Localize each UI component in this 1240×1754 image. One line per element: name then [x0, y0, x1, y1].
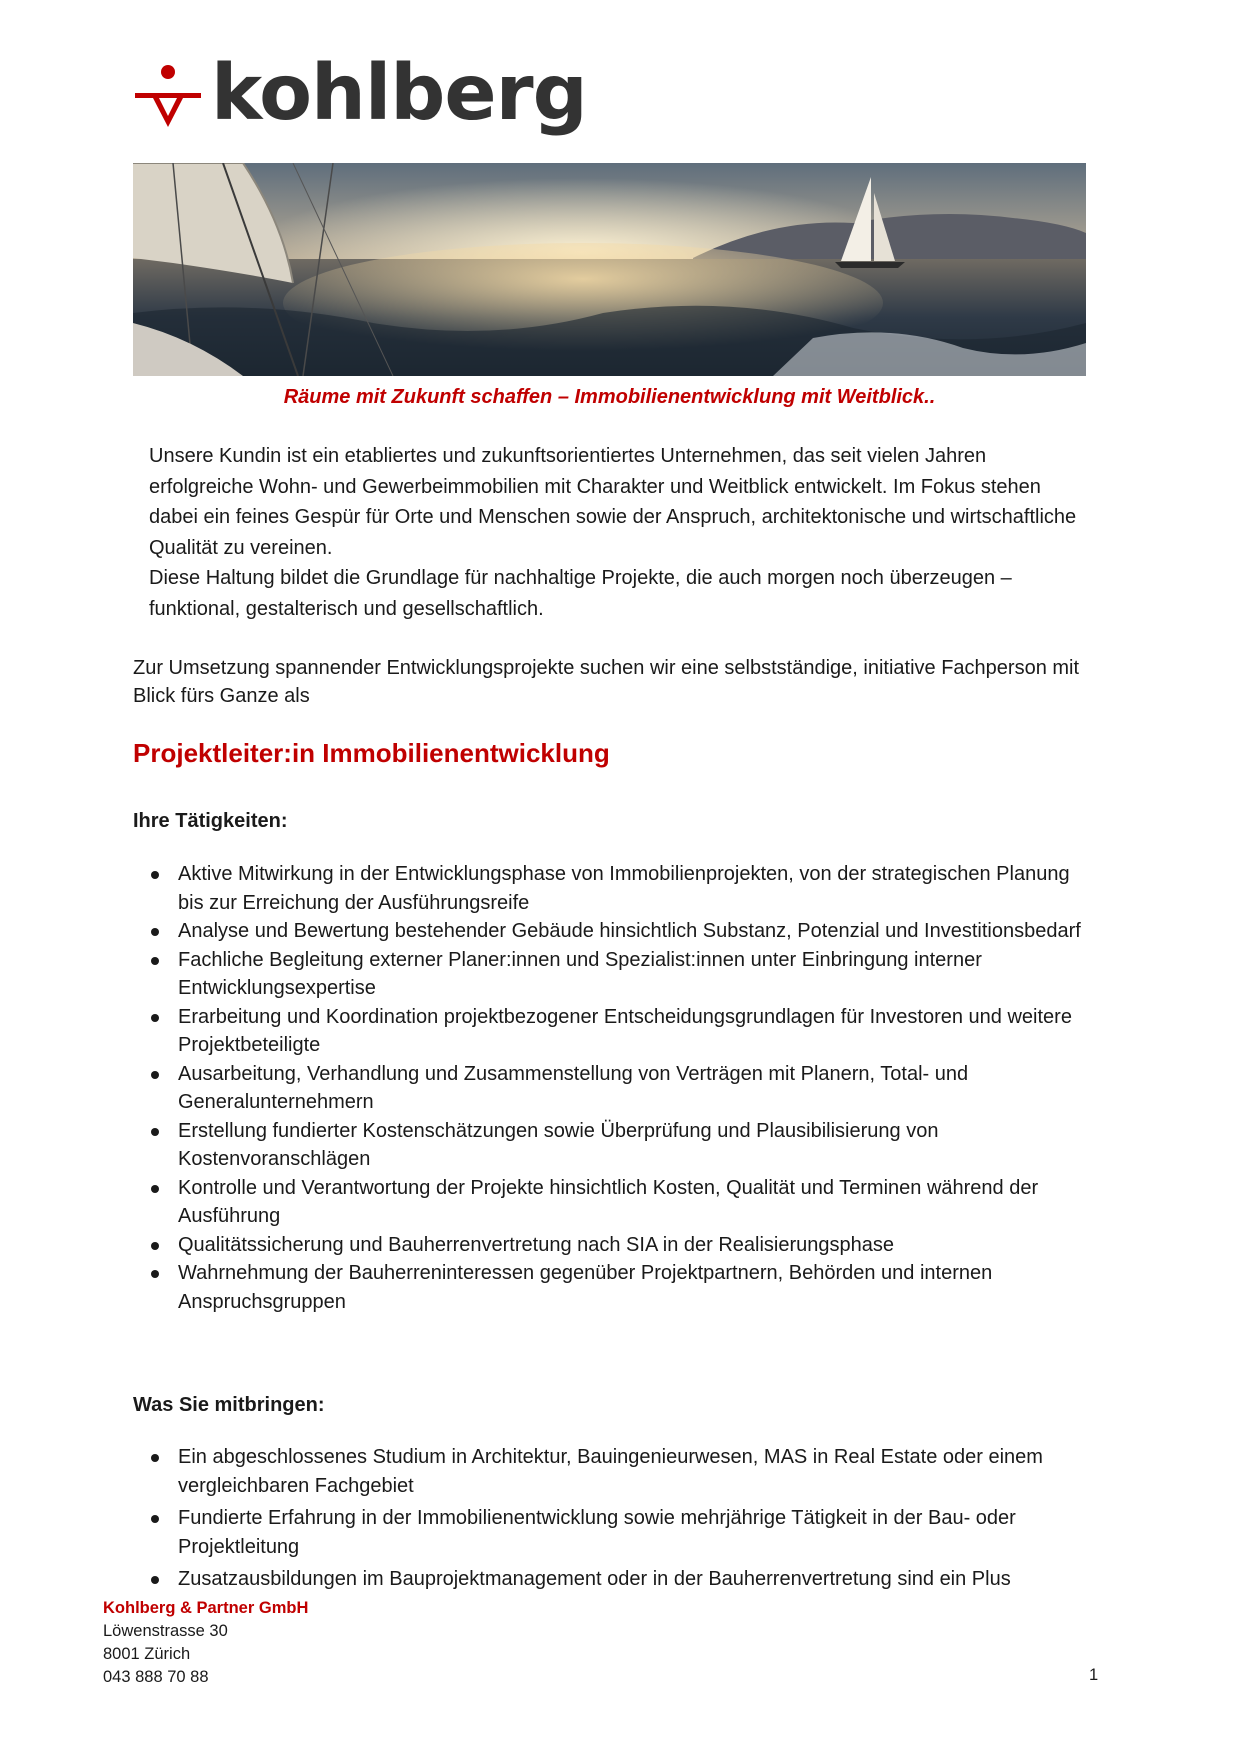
kohlberg-person-mark-icon — [133, 63, 203, 133]
list-item: Analyse und Bewertung bestehender Gebäude hinsichtlich Substanz, Potenzial und Investitionsbedarf — [133, 917, 1093, 946]
tasks-heading: Ihre Tätigkeiten: — [133, 810, 288, 832]
footer-street: Löwenstrasse 30 — [103, 1622, 228, 1640]
job-title: Projektleiter:in Immobilienentwicklung — [133, 738, 610, 768]
list-item: Zusatzausbildungen im Bauprojektmanagement oder in der Bauherrenvertretung sind ein Plus — [133, 1565, 1093, 1594]
list-item: Qualitätssicherung und Bauherrenvertretung nach SIA in der Realisierungsphase — [133, 1231, 1093, 1260]
list-item: Erarbeitung und Koordination projektbezogener Entscheidungsgrundlagen für Investoren und weitere Projektbeteiligte — [133, 1003, 1093, 1060]
list-item: Fundierte Erfahrung in der Immobilienentwicklung sowie mehrjährige Tätigkeit in der Bau- oder Projektleitung — [133, 1504, 1093, 1561]
search-text: Zur Umsetzung spannender Entwicklungsprojekte suchen wir eine selbstständige, initiative Fachperson mit Blick fürs Ganze als — [133, 657, 1080, 707]
sailboat-sea-illustration — [133, 163, 1086, 376]
footer-company: Kohlberg & Partner GmbH — [103, 1599, 309, 1617]
list-item: Ein abgeschlossenes Studium in Architektur, Bauingenieurwesen, MAS in Real Estate oder einem vergleichbaren Fachgebiet — [133, 1443, 1093, 1500]
footer-city: 8001 Zürich — [103, 1645, 191, 1663]
logo-wordmark: kohlberg — [211, 49, 587, 138]
company-logo — [133, 49, 613, 138]
footer-phone: 043 888 70 88 — [103, 1668, 209, 1686]
intro-paragraph: Diese Haltung bildet die Grundlage für nachhaltige Projekte, die auch morgen noch überzeugen – funktional, gestalterisch und gesellschaftlich. — [149, 567, 1012, 620]
list-item: Kontrolle und Verantwortung der Projekte hinsichtlich Kosten, Qualität und Terminen während der Ausführung — [133, 1174, 1093, 1231]
intro-text — [149, 441, 1089, 624]
requirements-list — [133, 1443, 1093, 1594]
hero-image — [133, 163, 1086, 376]
page-number: 1 — [1089, 1666, 1099, 1684]
footer-address — [103, 1597, 308, 1689]
tagline: Räume mit Zukunft schaffen – Immobilienentwicklung mit Weitblick.. — [283, 386, 936, 408]
list-item: Ausarbeitung, Verhandlung und Zusammenstellung von Verträgen mit Planern, Total- und Generalunternehmern — [133, 1060, 1093, 1117]
list-item: Aktive Mitwirkung in der Entwicklungsphase von Immobilienprojekten, von der strategischen Planung bis zur Erreichung der Ausführungsreife — [133, 860, 1093, 917]
list-item: Wahrnehmung der Bauherreninteressen gegenüber Projektpartnern, Behörden und internen Anspruchsgruppen — [133, 1259, 1093, 1316]
intro-paragraph: Unsere Kundin ist ein etabliertes und zukunftsorientiertes Unternehmen, das seit vielen Jahren erfolgreiche Wohn- und Gewerbeimmobilien mit Charakter und Weitblick entwickelt. Im Fokus stehen dabei ein feines Gespür für Orte und Menschen sowie der Anspruch, architektonische und wirtschaftliche Qualität zu vereinen. — [149, 445, 1077, 559]
list-item: Erstellung fundierter Kostenschätzungen sowie Überprüfung und Plausibilisierung von Kostenvoranschlägen — [133, 1117, 1093, 1174]
requirements-heading: Was Sie mitbringen: — [133, 1394, 325, 1416]
list-item: Fachliche Begleitung externer Planer:innen und Spezialist:innen unter Einbringung interner Entwicklungsexpertise — [133, 946, 1093, 1003]
tasks-list — [133, 860, 1093, 1316]
